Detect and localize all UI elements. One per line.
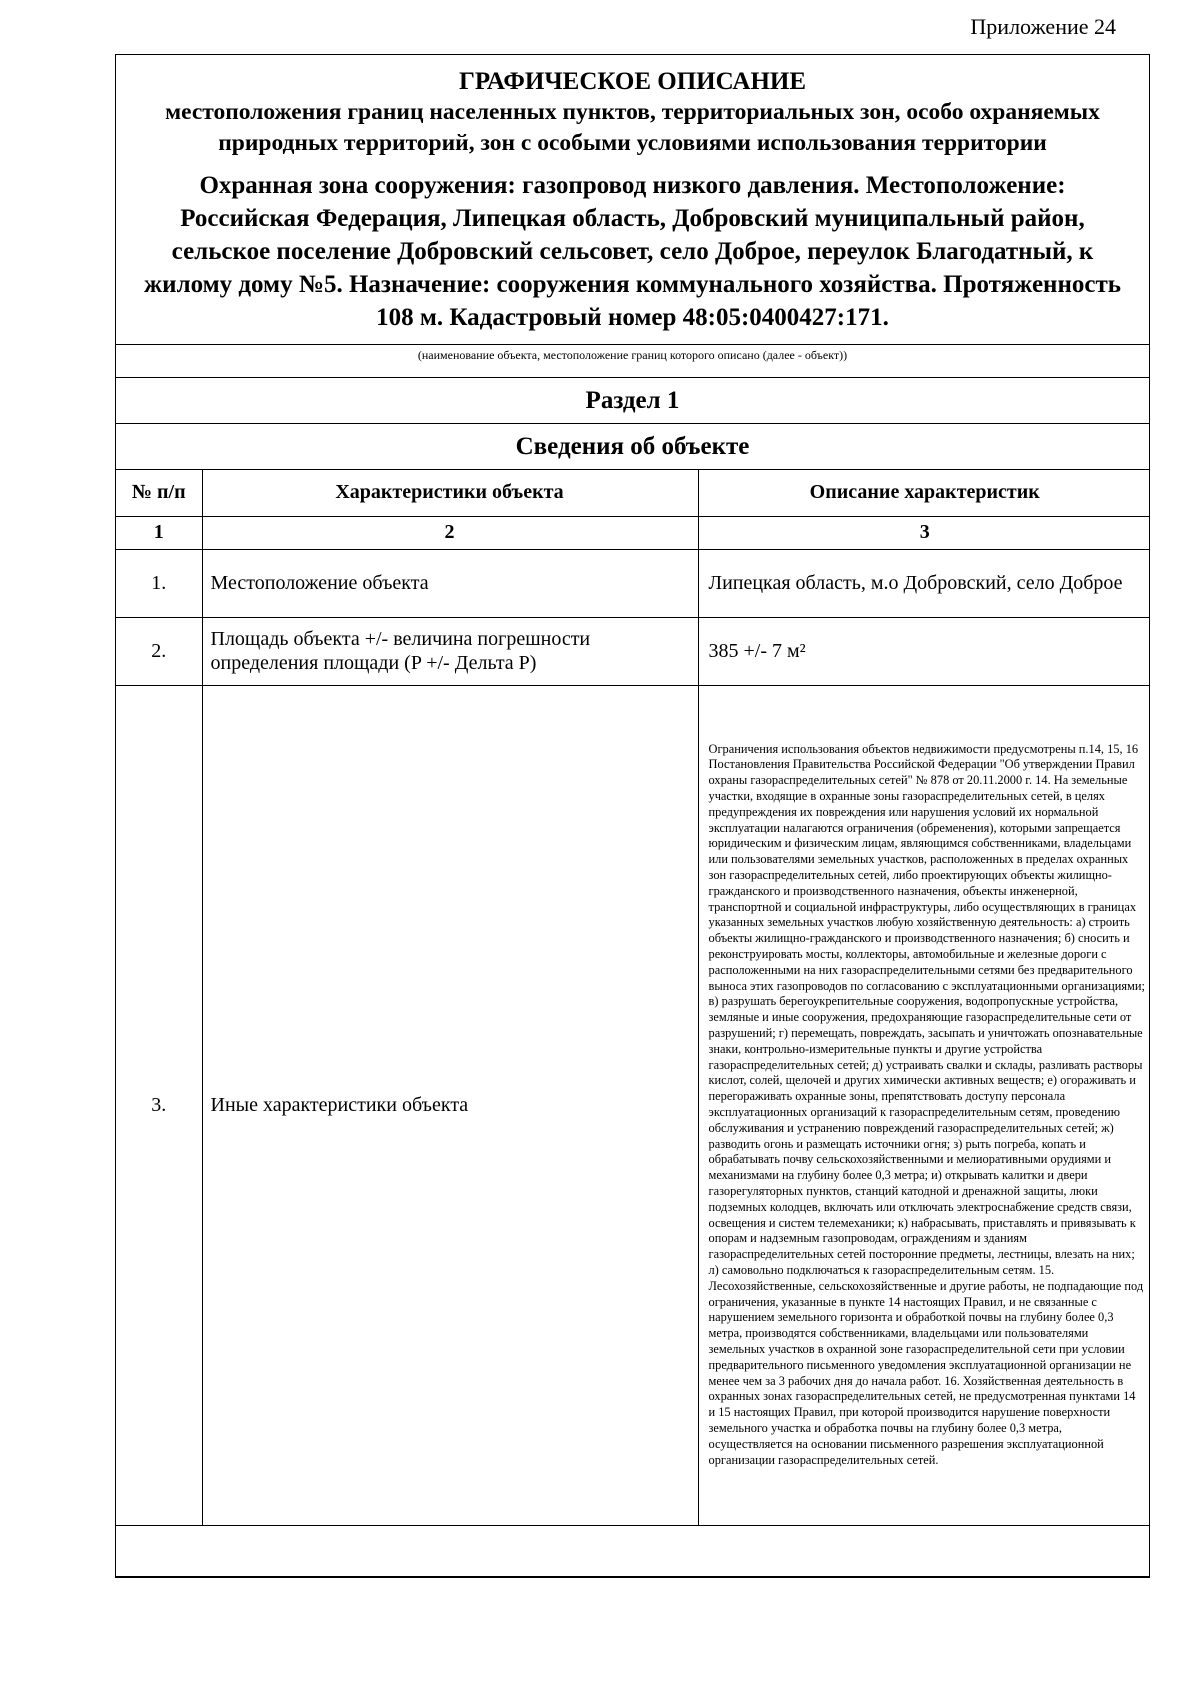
row-description: Липецкая область, м.о Добровский, село Доброе [698,549,1149,617]
row-characteristic: Местоположение объекта [202,549,698,617]
header-cell-description: Описание характеристик [698,470,1149,516]
document-sheet [115,54,1150,1578]
row-number: 3. [116,685,202,1525]
appendix-label: Приложение 24 [970,14,1116,39]
table-row [116,549,1149,617]
row-number: 1. [116,549,202,617]
column-number-row [116,516,1149,549]
document-header [116,55,1149,345]
row-description: Ограничения использования объектов недвижимости предусмотрены п.14, 15, 16 Постановления Правительства Российской Федерации "Об утверждении Правил охраны газораспределительных сетей" № 878 от 20.11.2000 г. 14. На земельные участки, входящие в охранные зоны газораспределительных сетей, в целях предупреждения их повреждения или нарушения условий их нормальной эксплуатации налагаются ограничения (обременения), которыми запрещается юридическим и физическим лицам, являющимся собственниками, владельцами или пользователями земельных участков, расположенных в пределах охранных зон газораспределительных сетей, либо проектирующих объекты жилищно-гражданского и производственного назначения, объекты инженерной, транспортной и социальной инфраструктуры, либо осуществляющих в границах указанных земельных участков любую хозяйственную деятельность: а) строить объекты жилищно-гражданского и производственного назначения; б) сносить и реконструировать мосты, коллекторы, автомобильные и железные дороги с расположенными на них газораспределительными сетями без предварительного выноса этих газопроводов по согласованию с эксплуатационными организациями; в) разрушать берегоукрепительные сооружения, водопропускные устройства, земляные и иные сооружения, предохраняющие газораспределительные сети от разрушений; г) перемещать, повреждать, засыпать и уничтожать опознавательные знаки, контрольно-измерительные пункты и другие устройства газораспределительных сетей; д) устраивать свалки и склады, разливать растворы кислот, солей, щелочей и других химически активных веществ; е) огораживать и перегораживать охранные зоны, препятствовать доступу персонала эксплуатационных организаций к газораспределительным сетям, проведению обслуживания и устранению повреждений газораспределительных сетей; ж) разводить огонь и размещать источники огня; з) рыть погреба, копать и обрабатывать почву сельскохозяйственными и мелиоративными орудиями и механизмами на глубину более 0,3 метра; и) открывать калитки и двери газорегуляторных пунктов, станций катодной и дренажной защиты, люки подземных колодцев, включать или отключать электроснабжение средств связи, освещения и систем телемеханики; к) набрасывать, приставлять и привязывать к опорам и надземным газопроводам, ограждениям и зданиям газораспределительных сетей посторонние предметы, лестницы, влезать на них; л) самовольно подключаться к газораспределительным сетям. 15. Лесохозяйственные, сельскохозяйственные и другие работы, не подпадающие под ограничения, указанные в пункте 14 настоящих Правил, и не связанные с нарушением земельного горизонта и обработкой почвы на глубину более 0,3 метра, производятся собственниками, владельцами или пользователями земельных участков в охранной зоне газораспределительной сети при условии предварительного письменного уведомления эксплуатационной организации не менее чем за 3 рабочих дня до начала работ. 16. Хозяйственная деятельность в охранных зонах газораспределительных сетей, не предусмотренная пунктами 14 и 15 настоящих Правил, при которой производится нарушение поверхности земельного участка и обработка почвы на глубину более 0,3 метра, осуществляется на основании письменного разрешения эксплуатационной организации газораспределительных сетей. [698,685,1149,1525]
column-number-3: 3 [698,516,1149,549]
empty-cell [116,1525,1149,1576]
document-title: ГРАФИЧЕСКОЕ ОПИСАНИЕ [458,68,807,95]
object-info-table [116,470,1149,1577]
object-caption: (наименование объекта, местоположение границ которого описано (далее - объект)) [116,345,1149,378]
row-description: 385 +/- 7 м² [698,617,1149,685]
row-characteristic: Иные характеристики объекта [202,685,698,1525]
column-number-2: 2 [202,516,698,549]
table-row [116,617,1149,685]
table-header-row [116,470,1149,516]
table-row [116,685,1149,1525]
row-number: 2. [116,617,202,685]
header-cell-characteristic: Характеристики объекта [202,470,698,516]
section-title: Раздел 1 [116,378,1149,424]
column-number-1: 1 [116,516,202,549]
section-subtitle: Сведения об объекте [116,424,1149,470]
empty-bottom-row [116,1525,1149,1576]
header-cell-number: № п/п [116,470,202,516]
object-description: Охранная зона сооружения: газопровод низкого давления. Местоположение: Российская Федерация, Липецкая область, Добровский муниципальный район, сельское поселение Добровский сельсовет, село Доброе, переулок Благодатный, к жилому дому №5. Назначение: сооружения коммунального хозяйства. Протяженность 108 м. Кадастровый номер 48:05:0400427:171. [144,172,1121,331]
row-characteristic: Площадь объекта +/- величина погрешности определения площади (P +/- Дельта P) [202,617,698,685]
document-subtitle: местоположения границ населенных пунктов, территориальных зон, особо охраняемых природных территорий, зон с особыми условиями использования территории [165,99,1100,156]
